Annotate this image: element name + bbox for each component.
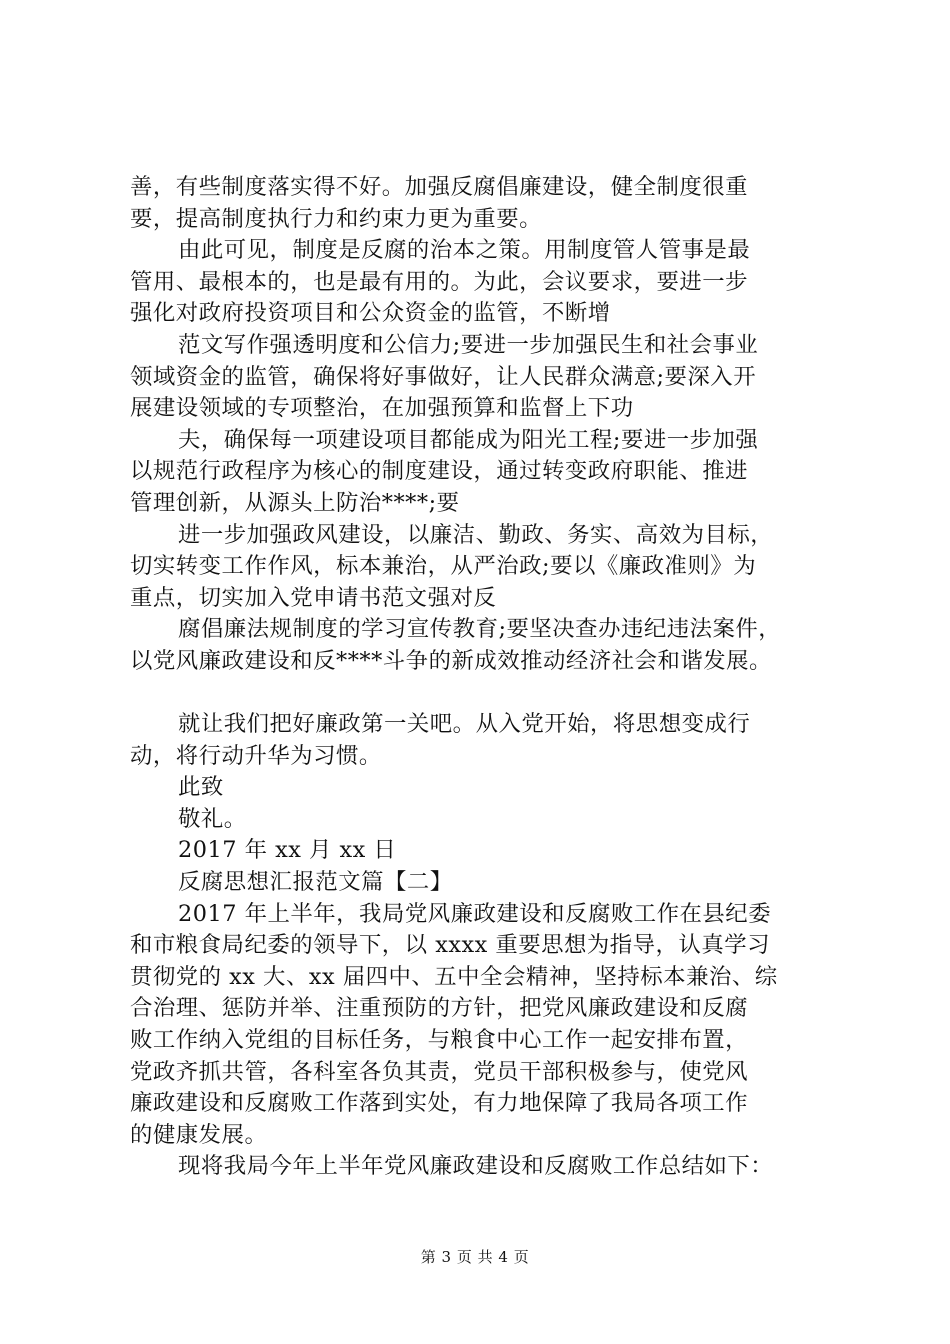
text-line: 以党风廉政建设和反****斗争的新成效推动经济社会和谐发展。 [130,647,772,674]
text-line: 败工作纳入党组的目标任务，与粮食中心工作一起安排布置， [130,1027,749,1054]
text-line: 切实转变工作作风，标本兼治，从严治政;要以《廉政准则》为 [130,553,757,580]
text-line: 强化对政府投资项目和公众资金的监管，不断增 [130,300,611,327]
text-line: 腐倡廉法规制度的学习宣传教育;要坚决查办违纪违法案件， [178,616,782,643]
text-line: 反腐思想汇报范文篇【二】 [178,869,453,896]
text-line: 就让我们把好廉政第一关吧。从入党开始，将思想变成行 [178,711,751,738]
text-line: 廉政建设和反腐败工作落到实处，有力地保障了我局各项工作 [130,1090,749,1117]
paragraph [130,835,830,867]
paragraph [130,425,830,520]
paragraph [130,804,830,836]
paragraph [130,235,830,330]
text-line: 以规范行政程序为核心的制度建设，通过转变政府职能、推进 [130,458,749,485]
text-line: 重点，切实加入党申请书范文强对反 [130,584,497,611]
text-line: 动，将行动升华为习惯。 [130,742,382,769]
paragraph [130,867,830,899]
text-line: 管用、最根本的，也是最有用的。为此，会议要求，要进一步 [130,268,749,295]
text-line: 展建设领域的专项整治，在加强预算和监督上下功 [130,395,634,422]
paragraph [130,614,830,677]
paragraph [130,772,830,804]
text-line: 2017 年上半年，我局党风廉政建设和反腐败工作在县纪委 [178,900,772,927]
text-line: 善，有些制度落实得不好。加强反腐倡廉建设，健全制度很重 [130,174,749,200]
paragraph [130,1151,830,1183]
text-line: 敬礼。 [178,805,247,832]
text-line: 现将我局今年上半年党风廉政建设和反腐败工作总结如下： [178,1153,774,1180]
document-body [130,172,830,1183]
text-line: 由此可见，制度是反腐的治本之策。用制度管人管事是最 [178,237,751,264]
paragraph [130,899,830,1152]
text-line: 2017 年 xx 月 xx 日 [178,837,397,864]
text-line: 党政齐抓共管，各科室各负其责，党员干部积极参与，使党风 [130,1058,749,1085]
text-line: 夫，确保每一项建设项目都能成为阳光工程;要进一步加强 [178,426,759,453]
text-line: 合治理、惩防并举、注重预防的方针，把党风廉政建设和反腐 [130,995,749,1022]
paragraph [130,709,830,772]
paragraph [130,172,830,235]
paragraph [130,330,830,425]
text-line: 要，提高制度执行力和约束力更为重要。 [130,205,543,232]
text-line: 领域资金的监管，确保将好事做好，让人民群众满意;要深入开 [130,363,757,390]
page-footer: 第 3 页 共 4 页 [420,1248,530,1266]
text-line: 的健康发展。 [130,1121,268,1148]
text-line: 此致 [178,774,224,801]
text-line: 贯彻党的 xx 大、xx 届四中、五中全会精神，坚持标本兼治、综 [130,963,778,990]
text-line: 进一步加强政风建设，以廉洁、勤政、务实、高效为目标， [178,521,774,548]
text-line: 范文写作强透明度和公信力;要进一步加强民生和社会事业 [178,331,759,358]
paragraph [130,520,830,615]
text-line: 和市粮食局纪委的领导下，以 xxxx 重要思想为指导，认真学习 [130,932,771,959]
text-line: 管理创新，从源头上防治****;要 [130,489,460,516]
paragraph-spacer [130,678,830,710]
